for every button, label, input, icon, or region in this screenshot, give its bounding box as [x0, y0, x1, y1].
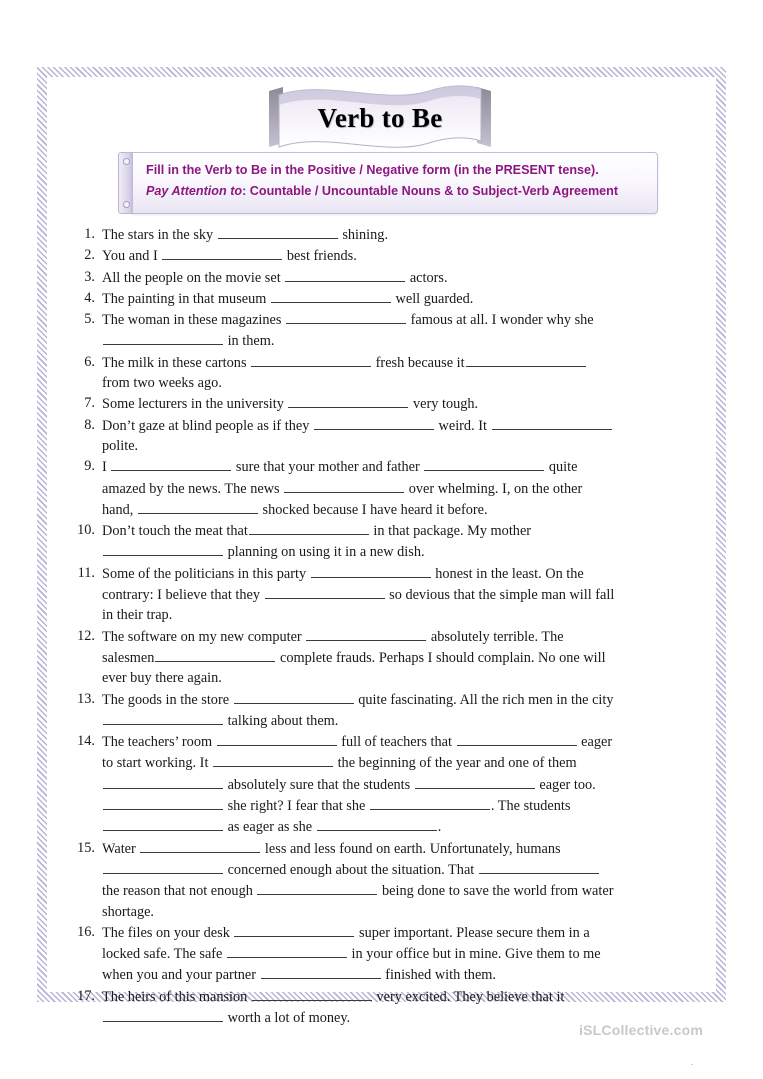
question-number: 5.	[84, 311, 95, 328]
answer-blank[interactable]	[466, 352, 586, 367]
question-text-segment: amazed by the news. The news	[102, 480, 284, 497]
question-item	[74, 626, 684, 689]
answer-blank[interactable]	[479, 859, 599, 874]
question-text-segment: in them.	[224, 333, 275, 350]
question-number: 14.	[77, 733, 95, 750]
question-line	[102, 731, 684, 752]
question-text-segment: talking about them.	[224, 712, 339, 729]
question-text-segment: contrary: I believe that they	[102, 587, 264, 604]
answer-blank[interactable]	[103, 1007, 223, 1022]
question-item	[74, 731, 684, 837]
answer-blank[interactable]	[138, 499, 258, 514]
question-line	[102, 352, 684, 373]
answer-blank[interactable]	[265, 584, 385, 599]
question-text-segment: very tough.	[409, 396, 479, 413]
question-number: 7.	[84, 395, 95, 412]
question-line	[102, 245, 684, 266]
question-line	[102, 774, 684, 795]
question-text-segment: in that package. My mother	[369, 523, 532, 540]
question-text-segment: famous at all. I wonder why she	[407, 312, 594, 329]
question-text-segment: The heirs of this mansion	[102, 988, 251, 1005]
question-item	[74, 838, 684, 922]
question-text-segment: shortage.	[102, 903, 155, 920]
question-text-segment: well guarded.	[391, 290, 474, 307]
question-text-segment: The milk in these cartons	[102, 354, 251, 371]
answer-blank[interactable]	[317, 816, 437, 831]
question-number: 2.	[84, 247, 95, 264]
question-text	[102, 689, 684, 732]
instruction-emphasis: Pay Attention to	[146, 184, 243, 198]
answer-blank[interactable]	[227, 943, 347, 958]
question-line	[102, 288, 684, 309]
answer-blank[interactable]	[261, 964, 381, 979]
question-text-segment: to start working. It	[102, 755, 212, 772]
question-list	[74, 224, 684, 1028]
question-item	[74, 689, 684, 732]
question-text-segment: the beginning of the year and one of them	[334, 755, 577, 772]
question-text-segment: salesmen	[102, 649, 155, 666]
question-text-segment: The painting in that museum	[102, 290, 270, 307]
answer-blank[interactable]	[424, 456, 544, 471]
question-line	[102, 541, 684, 562]
banner-title-text: Verb to Be	[317, 102, 443, 133]
answer-blank[interactable]	[218, 224, 338, 239]
question-text-segment: very excited. They believe that it	[372, 988, 565, 1005]
question-item	[74, 563, 684, 626]
question-line	[102, 647, 684, 668]
instruction-box	[118, 152, 658, 214]
question-item	[74, 224, 684, 245]
question-text-segment: actors.	[406, 269, 448, 286]
question-line	[102, 224, 684, 245]
question-line	[102, 922, 684, 943]
question-item	[74, 309, 684, 352]
instruction-line-2-rest: : Countable / Uncountable Nouns & to Subject-Verb Agreement	[242, 184, 619, 198]
answer-blank[interactable]	[103, 795, 223, 810]
question-text-segment: the reason that not enough	[102, 883, 257, 900]
answer-blank[interactable]	[286, 309, 406, 324]
question-text-segment: worth a lot of money.	[224, 1009, 351, 1026]
question-line	[102, 499, 684, 520]
question-text-segment: All the people on the movie set	[102, 269, 285, 286]
question-text	[102, 288, 684, 309]
instruction-line-2	[146, 181, 647, 202]
answer-blank[interactable]	[314, 415, 434, 430]
answer-blank[interactable]	[415, 774, 535, 789]
answer-blank[interactable]	[111, 456, 231, 471]
question-number: 13.	[77, 690, 95, 707]
question-line	[102, 563, 684, 584]
question-line	[102, 626, 684, 647]
question-line	[102, 752, 684, 773]
answer-blank[interactable]	[284, 478, 404, 493]
question-line	[102, 964, 684, 985]
question-item	[74, 245, 684, 266]
question-number: 16.	[77, 923, 95, 940]
question-text-segment: over whelming. I, on the other	[405, 480, 583, 497]
answer-blank[interactable]	[311, 563, 431, 578]
answer-blank[interactable]	[306, 626, 426, 641]
question-line	[102, 584, 684, 605]
question-line	[102, 436, 684, 456]
question-number: 1.	[84, 226, 95, 242]
answer-blank[interactable]	[213, 752, 333, 767]
answer-blank[interactable]	[103, 816, 223, 831]
question-text-segment: hand,	[102, 501, 137, 518]
answer-blank[interactable]	[103, 710, 223, 725]
question-text-segment: . The students	[490, 798, 571, 815]
question-line	[102, 816, 684, 837]
question-text-segment: Water	[102, 840, 140, 857]
question-text	[102, 415, 684, 457]
question-text-segment: complete frauds. Perhaps I should complain. No one will	[276, 649, 606, 666]
question-text-segment: sure that your mother and father	[232, 459, 424, 476]
question-text-segment: she right? I fear that she	[224, 798, 369, 815]
question-line	[102, 710, 684, 731]
question-text-segment: polite.	[102, 437, 139, 454]
question-text	[102, 393, 684, 414]
question-number: 9.	[84, 458, 95, 475]
question-text	[102, 309, 684, 352]
question-text-segment: honest in the least. On the	[431, 565, 584, 582]
question-line	[102, 943, 684, 964]
question-line	[102, 880, 684, 901]
question-text-segment: locked safe. The safe	[102, 946, 226, 963]
question-text-segment: eager too.	[535, 776, 596, 793]
question-text-segment: in their trap.	[102, 607, 173, 624]
title-banner	[265, 83, 495, 155]
question-text	[102, 267, 684, 288]
question-text	[102, 731, 684, 837]
question-text-segment: eager	[577, 734, 613, 751]
question-text-segment: The teachers’ room	[102, 734, 216, 751]
question-text	[102, 245, 684, 266]
question-line	[102, 373, 684, 393]
corner-mark: .	[691, 1057, 694, 1068]
question-line	[102, 605, 684, 625]
question-line	[102, 986, 684, 1007]
question-line	[102, 267, 684, 288]
answer-blank[interactable]	[492, 415, 612, 430]
question-number: 6.	[84, 353, 95, 370]
answer-blank[interactable]	[234, 922, 354, 937]
question-line	[102, 393, 684, 414]
islcollective-watermark: iSLCollective.com	[579, 1022, 703, 1038]
question-line	[102, 795, 684, 816]
answer-blank[interactable]	[457, 731, 577, 746]
question-line	[102, 902, 684, 922]
answer-blank[interactable]	[217, 731, 337, 746]
question-text-segment: .	[437, 819, 442, 836]
question-number: 4.	[84, 289, 95, 306]
question-text	[102, 224, 684, 245]
question-text	[102, 626, 684, 689]
question-text-segment: You and I	[102, 248, 162, 265]
question-text-segment: when you and your partner	[102, 967, 260, 984]
question-text-segment: I	[102, 459, 111, 476]
question-line	[102, 668, 684, 688]
question-text-segment: finished with them.	[381, 967, 496, 984]
answer-blank[interactable]	[103, 541, 223, 556]
question-text-segment: less and less found on earth. Unfortunately, humans	[261, 840, 561, 857]
question-text	[102, 520, 684, 563]
question-item	[74, 456, 684, 520]
question-text	[102, 922, 684, 986]
answer-blank[interactable]	[155, 647, 275, 662]
question-item	[74, 267, 684, 288]
question-number: 15.	[77, 839, 95, 856]
question-text-segment: Some of the politicians in this party	[102, 565, 310, 582]
instruction-body	[132, 152, 658, 214]
answer-blank[interactable]	[251, 352, 371, 367]
answer-blank[interactable]	[103, 774, 223, 789]
question-text-segment: The woman in these magazines	[102, 312, 286, 329]
question-text	[102, 838, 684, 922]
question-line	[102, 330, 684, 351]
question-line	[102, 456, 684, 477]
question-number: 8.	[84, 416, 95, 433]
question-line	[102, 838, 684, 859]
question-text-segment: super important. Please secure them in a	[355, 924, 590, 941]
question-text-segment: Some lecturers in the university	[102, 396, 288, 413]
scroll-dot-bottom-icon	[123, 201, 130, 208]
answer-blank[interactable]	[234, 689, 354, 704]
question-text-segment: concerned enough about the situation. That	[224, 861, 478, 878]
question-number: 17.	[77, 987, 95, 1004]
question-number: 12.	[77, 627, 95, 644]
question-text-segment: being done to save the world from water	[378, 883, 614, 900]
question-text	[102, 456, 684, 520]
question-text-segment: shining.	[338, 227, 389, 243]
question-text-segment: in your office but in mine. Give them to me	[347, 946, 601, 963]
question-text-segment: The stars in the sky	[102, 227, 217, 243]
answer-blank[interactable]	[252, 986, 372, 1001]
answer-blank[interactable]	[249, 520, 369, 535]
question-line	[102, 309, 684, 330]
question-number: 3.	[84, 268, 95, 285]
question-text-segment: quite	[545, 459, 578, 476]
question-text-segment: planning on using it in a new dish.	[224, 544, 425, 561]
answer-blank[interactable]	[257, 880, 377, 895]
answer-blank[interactable]	[271, 288, 391, 303]
question-text	[102, 352, 684, 394]
question-text-segment: The software on my new computer	[102, 628, 306, 645]
question-text-segment: The goods in the store	[102, 691, 233, 708]
question-text-segment: absolutely sure that the students	[224, 776, 414, 793]
question-text-segment: weird. It	[434, 417, 491, 434]
answer-blank[interactable]	[140, 838, 260, 853]
question-text-segment: quite fascinating. All the rich men in the city	[354, 691, 614, 708]
question-text-segment: absolutely terrible. The	[427, 628, 564, 645]
question-text-segment: ever buy there again.	[102, 670, 222, 687]
instruction-line-1: Fill in the Verb to Be in the Positive / Negative form (in the PRESENT tense).	[146, 163, 599, 177]
question-text-segment: as eager as she	[224, 819, 316, 836]
question-text	[102, 563, 684, 626]
question-text-segment: The files on your desk	[102, 924, 234, 941]
scroll-dot-top-icon	[123, 158, 130, 165]
answer-blank[interactable]	[103, 859, 223, 874]
question-number: 11.	[77, 564, 95, 581]
question-text-segment: so devious that the simple man will fall	[385, 587, 615, 604]
question-text-segment: full of teachers that	[337, 734, 456, 751]
answer-blank[interactable]	[103, 330, 223, 345]
question-text-segment: fresh because it	[372, 354, 465, 371]
question-item	[74, 352, 684, 394]
question-text-segment: from two weeks ago.	[102, 375, 222, 392]
question-item	[74, 922, 684, 986]
question-line	[102, 415, 684, 436]
question-line	[102, 689, 684, 710]
question-item	[74, 393, 684, 414]
answer-blank[interactable]	[162, 245, 282, 260]
question-text-segment: Don’t gaze at blind people as if they	[102, 417, 313, 434]
question-number: 10.	[77, 522, 95, 539]
answer-blank[interactable]	[370, 795, 490, 810]
question-line	[102, 520, 684, 541]
question-item	[74, 415, 684, 457]
question-line	[102, 859, 684, 880]
question-item	[74, 520, 684, 563]
answer-blank[interactable]	[285, 267, 405, 282]
question-text-segment: Don’t touch the meat that	[102, 523, 248, 540]
question-line	[102, 478, 684, 499]
answer-blank[interactable]	[288, 393, 408, 408]
question-item	[74, 288, 684, 309]
question-text-segment: shocked because I have heard it before.	[258, 501, 488, 518]
question-text-segment: best friends.	[283, 248, 357, 265]
